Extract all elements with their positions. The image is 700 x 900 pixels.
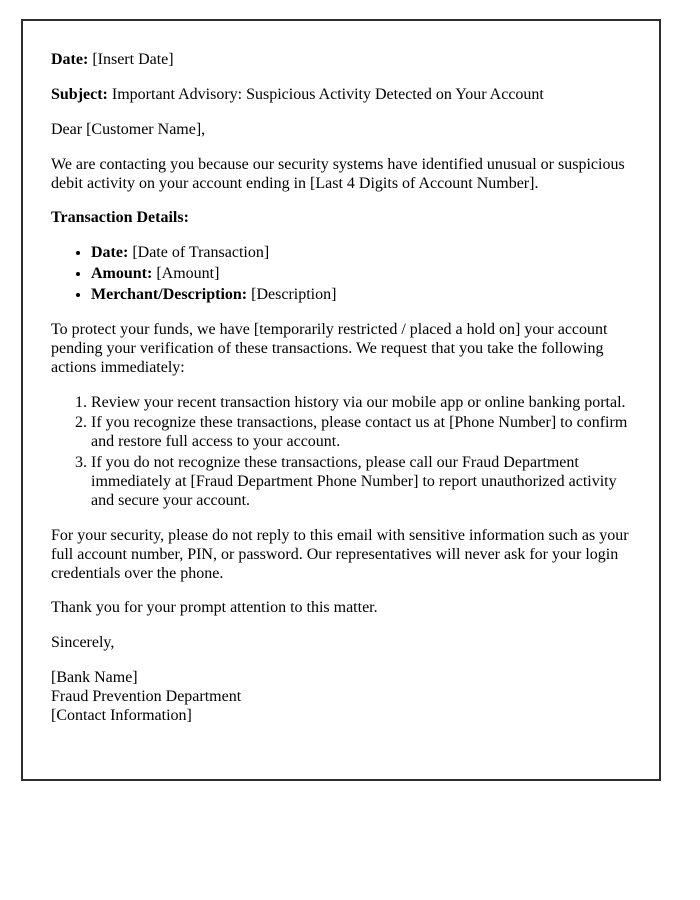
date-line xyxy=(51,51,631,70)
action-step: 3. If you do not recognize these transactions, please call our Fraud Department immediately at [Fraud Department Phone Number] to report unauthorized activity and secure your account. xyxy=(91,454,631,511)
closing: Sincerely, xyxy=(51,634,115,652)
intro-paragraph: We are contacting you because our security systems have identified unusual or suspicious debit activity on your account ending in [Last 4 Digits of Account Number]. xyxy=(51,155,625,192)
action-step: 1. Review your recent transaction history via our mobile app or online banking portal. xyxy=(91,394,631,413)
protection-paragraph: To protect your funds, we have [temporarily restricted / placed a hold on] your account pending your verification of these transactions. We request that you take the following actions immediately: xyxy=(51,320,608,376)
signature-block xyxy=(51,669,631,726)
transaction-detail-item xyxy=(91,286,631,305)
date-label: Date: xyxy=(51,51,89,68)
salutation: Dear [Customer Name], xyxy=(51,120,206,138)
signature-bank-name: [Bank Name] xyxy=(51,669,138,687)
detail-label: Merchant/Description: xyxy=(91,286,248,303)
detail-value: [Description] xyxy=(251,286,337,303)
subject-value: Important Advisory: Suspicious Activity Detected on Your Account xyxy=(111,85,544,103)
thanks-line: Thank you for your prompt attention to this matter. xyxy=(51,599,378,617)
letter-page xyxy=(21,19,661,781)
subject-line xyxy=(51,86,631,105)
subject-label: Subject: xyxy=(51,85,108,103)
detail-value: [Amount] xyxy=(156,265,220,283)
detail-value: [Date of Transaction] xyxy=(132,244,270,262)
date-value: [Insert Date] xyxy=(92,51,174,68)
signature-contact: [Contact Information] xyxy=(51,706,192,724)
action-step: 2. If you recognize these transactions, please contact us at [Phone Number] to confirm and restore full access to your account. xyxy=(91,414,631,452)
detail-label: Date: xyxy=(91,244,129,262)
transaction-detail-item xyxy=(91,244,631,263)
action-steps-list xyxy=(51,394,631,511)
transaction-details-list xyxy=(51,244,631,305)
signature-department: Fraud Prevention Department xyxy=(51,688,242,705)
detail-label: Amount: xyxy=(91,265,153,283)
security-paragraph: For your security, please do not reply to this email with sensitive information such as your full account number, PIN, or password. Our representatives will never ask for your login credentials over the phone. xyxy=(51,526,629,582)
transaction-detail-item xyxy=(91,265,631,284)
transaction-details-heading: Transaction Details: xyxy=(51,209,189,227)
